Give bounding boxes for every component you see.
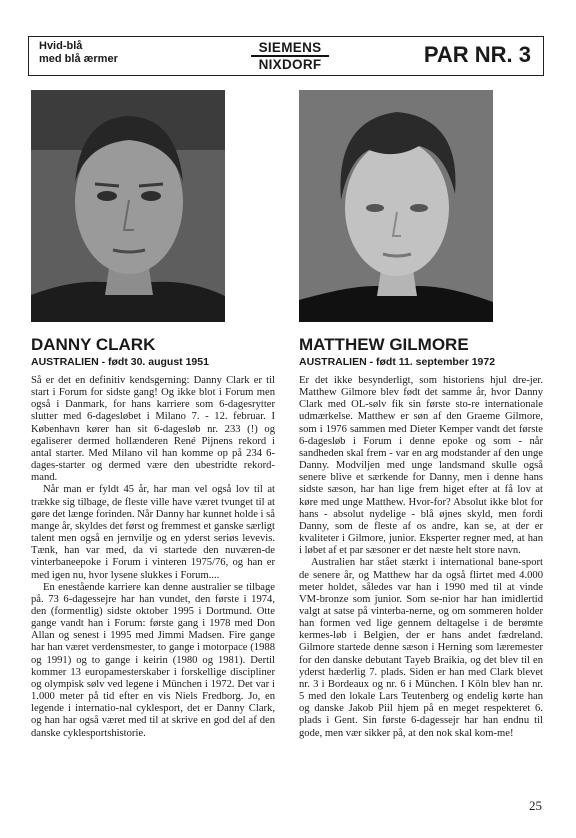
rider1-article [31,375,275,740]
rider1-birth-info: AUSTRALIEN - født 30. august 1951 [31,356,209,368]
rider1-paragraph: En enestående karriere kan denne australier se tilbage på. 73 6-dagessejre har han vundet, den første i 1974, den (formentlig) sidste oktober 1995 i Dortmund. Otte gange vandt han i Forum: første gang i 1978 med Don Allan og senest i 1995 med Jimmi Madsen. Fire gange har han været verdensmester, to gange i motorpace (1988 og 1991) og to gange i keirin (1980 og 1981). Dertil kommer 13 europamesterskaber i forskellige discipliner og olympisk sølv ved legene i München i 1972. Det var i 1.000 meter på tid efter en vis Niels Fredborg. Jo, en legende i internatio-nal cyklesport, det er Danny Clark, og han har også været med til at skrive en god del af den danske cyklesportshistorie. [31,581,275,739]
page-number: 25 [529,798,542,813]
portrait-photo-danny-clark [31,90,225,322]
rider2-paragraph: Er det ikke besynderligt, som historiens hjul dre-jer. Matthew Gilmore blev født det samme år, hvor Danny Clark med OL-sølv fik sin første sto-re internationale udmærkelse. Matthew er søn af den Graeme Gilmore, som i 1976 sammen med Dieter Kemper vandt det første 6-dagesløb i Forum i denne epoke og som - når sandheden skal frem - var en arg modstander af den unge Danny. Modviljen med unge landsmand skulle også senere blive et særkende for Danny, men i denne hans sidste sæson, har han lige frem higet efter at få lov at køre med unge Matthew. Hvor-for? Absolut ikke blot for hans - absolut nydelige - blå øjnes skyld, men fordi Danny, som de fleste af os andre, kan se, at der er kvaliteter i Gilmore, junior. Eksperter regner med, at han i løbet af et par sæsoner er det næste helt store navn. [299,375,543,557]
rider2-name: MATTHEW GILMORE [299,335,469,354]
sponsor-logo [251,40,329,72]
jersey-description [39,40,118,66]
rider2-paragraph: Australien har stået stærkt i international bane-sport de senere år, og Matthew har da også flirtet med 4.000 meter holdet, således var han i 1990 med til at vinde VM-bronze som junior. Som se-nior har han imidlertid valgt at satse på vinterba-nerne, og om sommeren holder han formen ved lige gennem deltagelse i de berømte kermes-løb i Belgien, der er hans andet fædreland. Gilmore startede denne sæson i Herning som læremester for den danske debutant Tayeb Braikia, og det blev til en yderst hæderlig 7. plads. Siden er han med Clark blevet nr. 3 i Bordeaux og nr. 6 i München. I Köln blev han nr. 5 med den lokale Lars Teutenberg og endelig kørte han og danske Jakob Piil hjem på en meget respekteret 6. plads i Gent. Sin første 6-dagessejr har han endnu til gode, men vær sikker på, at den nok skal kom-me! [299,557,543,739]
rider1-paragraph: Så er det en definitiv kendsgerning: Danny Clark er til start i Forum for sidste gang! Og ikke blot i Forum men også i Danmark, for hans karriere som 6-dagesrytter slutter med 6-dagesløbet i Milano 7. - 12. februar. I København kører han sit 6-dagesløb nr. 233 (!) og egaliserer dermed hollænderen René Pijnens rekord i antal starter. Med Milano vil han komme op på 234 6-dages-starter og dermed være den ubestridte rekord-mand. [31,375,275,484]
portrait-photo-matthew-gilmore [299,90,493,322]
sponsor-line-1: SIEMENS [251,40,329,57]
jersey-line-1: Hvid-blå [39,40,83,52]
pair-title: PAR NR. 3 [423,42,531,67]
page-header [28,36,544,76]
jersey-line-2: med blå ærmer [39,53,118,65]
rider1-name: DANNY CLARK [31,335,156,354]
sponsor-line-2: NIXDORF [258,57,322,72]
rider2-article [299,375,543,740]
rider2-birth-info: AUSTRALIEN - født 11. september 1972 [299,356,496,368]
rider1-paragraph: Når man er fyldt 45 år, har man vel også lov til at trække sig tilbage, de fleste ville have været tvunget til at gøre det længe forinden. Når Danny har kunnet holde i så mange år, skyldes det først og fremmest et ganske særligt talent men også en jernvilje og en yderst seriøs levevis. Tænk, han var med, da vi startede den nuværen-de vinterbaneepoke i Forum i vinteren 1975/76, og han er med igen nu, hvor lysene slukkes i Forum.... [31,484,275,581]
